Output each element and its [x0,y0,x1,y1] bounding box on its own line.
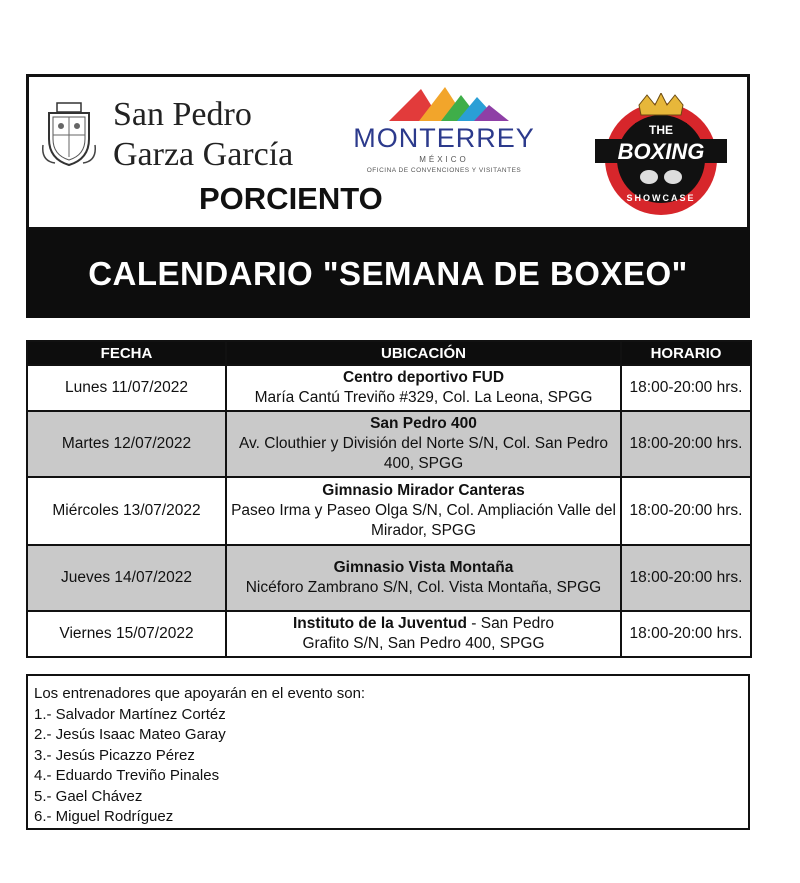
ubicacion-cell [226,411,621,477]
list-item: 4.- Eduardo Treviño Pinales [34,767,220,784]
venue-name: San Pedro 400 [370,415,477,432]
monterrey-word: MONTERREY [353,123,535,153]
horario-cell: 18:00-20:00 hrs. [621,365,751,411]
horario-cell: 18:00-20:00 hrs. [621,545,751,611]
boxing-showcase-logo-icon [589,93,733,217]
municipal-seal-icon [41,99,97,169]
venue-address: Paseo Irma y Paseo Olga S/N, Col. Ampliación Valle del Mirador, SPGG [231,502,616,539]
calendar-title: CALENDARIO "SEMANA DE BOXEO" [88,255,688,292]
list-item: 6.- Miguel Rodríguez [34,808,174,825]
ubicacion-cell [226,477,621,545]
header-fecha: FECHA [27,341,226,365]
boxing-logo-main: BOXING [617,139,705,164]
fecha-cell: Miércoles 13/07/2022 [27,477,226,545]
table-row [27,365,751,411]
trainers-box [26,674,750,830]
venue-address: Grafito S/N, San Pedro 400, SPGG [302,635,545,652]
schedule-table [26,340,752,658]
venue-name: Instituto de la Juventud [293,615,467,632]
table-row [27,477,751,545]
venue-extra: - San Pedro [466,615,554,632]
horario-cell: 18:00-20:00 hrs. [621,411,751,477]
calendar-title-band [26,230,750,318]
porciento-logo: PORCIENTO [199,181,383,216]
mexico-word: MÉXICO [419,155,469,164]
monterrey-logo [349,85,539,185]
boxing-logo-the: THE [649,123,673,137]
header-logos [26,74,750,230]
boxing-logo-showcase: SHOWCASE [626,193,696,203]
ubicacion-cell [226,611,621,657]
header-ubicacion: UBICACIÓN [226,341,621,365]
venue-name: Gimnasio Vista Montaña [333,559,514,576]
venue-name: Centro deportivo FUD [342,369,505,386]
fecha-cell: Jueves 14/07/2022 [27,545,226,611]
table-row [27,611,751,657]
mountain-icon [349,85,539,125]
venue-name: Gimnasio Mirador Canteras [322,482,525,499]
list-item: 2.- Jesús Isaac Mateo Garay [34,726,226,743]
table-row [27,545,751,611]
municipality-line-1: San Pedro [113,96,252,133]
table-row [27,411,751,477]
venue-address: María Cantú Treviño #329, Col. La Leona, SPGG [254,389,593,406]
fecha-cell: Viernes 15/07/2022 [27,611,226,657]
fecha-cell: Lunes 11/07/2022 [27,365,226,411]
fecha-cell: Martes 12/07/2022 [27,411,226,477]
list-item: 1.- Salvador Martínez Cortéz [34,705,226,723]
horario-cell: 18:00-20:00 hrs. [621,611,751,657]
header-horario: HORARIO [621,341,751,365]
list-item: 5.- Gael Chávez [34,787,143,805]
ubicacion-cell [226,365,621,411]
convention-office-tagline: OFICINA DE CONVENCIONES Y VISITANTES [366,167,522,174]
municipality-name [113,95,293,175]
municipality-line-2: Garza García [113,136,294,173]
table-header-row [27,341,751,365]
horario-cell: 18:00-20:00 hrs. [621,477,751,545]
trainers-intro: Los entrenadores que apoyarán en el evento son: [34,685,366,702]
list-item: 3.- Jesús Picazzo Pérez [34,746,195,764]
ubicacion-cell [226,545,621,611]
venue-address: Nicéforo Zambrano S/N, Col. Vista Montaña, SPGG [245,579,602,596]
venue-address: Av. Clouthier y División del Norte S/N, Col. San Pedro 400, SPGG [238,435,608,472]
